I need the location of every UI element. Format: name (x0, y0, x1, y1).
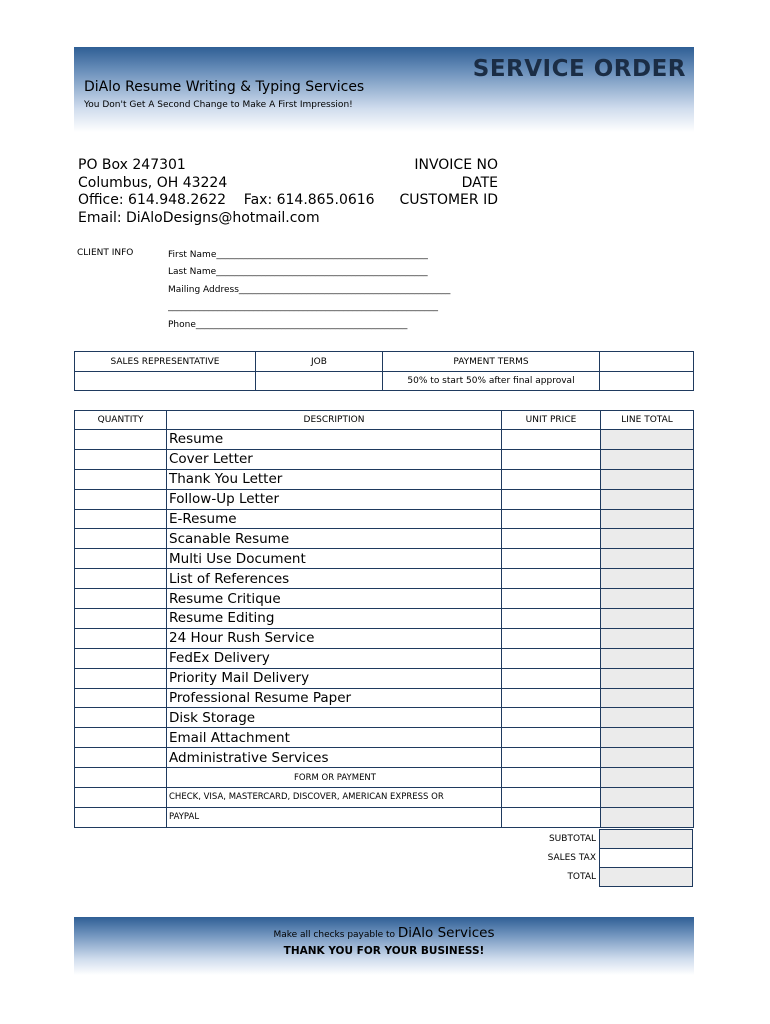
table-row (75, 728, 694, 748)
quantity-cell[interactable] (75, 509, 167, 529)
unit-price-cell[interactable] (502, 807, 601, 827)
item-description: Email Attachment (167, 728, 502, 748)
unit-price-cell[interactable] (502, 668, 601, 688)
line-total-cell[interactable] (601, 589, 694, 609)
checks-payable-note (74, 925, 694, 941)
items-table (74, 410, 694, 828)
quantity-cell[interactable] (75, 549, 167, 569)
mailing-address-line2-field[interactable]: ____________________________________________________________ (168, 302, 438, 312)
unit-price-cell[interactable] (502, 748, 601, 768)
line-total-cell[interactable] (601, 648, 694, 668)
invoice-no-label: INVOICE NO (414, 157, 498, 173)
sales-rep-cell[interactable] (75, 372, 256, 391)
description-header: DESCRIPTION (167, 411, 502, 430)
table-row (75, 489, 694, 509)
table-row (75, 628, 694, 648)
address-line: PO Box 247301 (78, 157, 186, 173)
item-description: FedEx Delivery (167, 648, 502, 668)
line-total-cell[interactable] (601, 688, 694, 708)
unit-price-cell[interactable] (502, 449, 601, 469)
unit-price-cell[interactable] (502, 509, 601, 529)
totals-table (501, 829, 693, 887)
payee-name: DiAlo Services (397, 925, 495, 941)
table-row (75, 768, 694, 788)
customer-id-label: CUSTOMER ID (399, 192, 498, 209)
quantity-cell[interactable] (75, 648, 167, 668)
item-description: Scanable Resume (167, 529, 502, 549)
unit-price-cell[interactable] (502, 788, 601, 808)
unit-price-cell[interactable] (502, 589, 601, 609)
terms-table (74, 351, 694, 391)
table-row (75, 589, 694, 609)
unit-price-cell[interactable] (502, 768, 601, 788)
item-description: Resume Editing (167, 609, 502, 629)
address-line: Office: 614.948.2622 Fax: 614.865.0616 (78, 192, 375, 209)
job-cell[interactable] (256, 372, 383, 391)
unit-price-cell[interactable] (502, 549, 601, 569)
quantity-cell[interactable] (75, 489, 167, 509)
line-total-cell[interactable] (601, 807, 694, 827)
table-row (75, 529, 694, 549)
date-label: DATE (461, 174, 498, 191)
line-total-cell[interactable] (601, 449, 694, 469)
payment-terms-value: 50% to start 50% after final approval (383, 372, 600, 391)
table-row (75, 807, 694, 827)
subtotal-label: SUBTOTAL (548, 834, 596, 844)
table-row (75, 609, 694, 629)
total-cell[interactable] (600, 868, 693, 887)
table-row (75, 688, 694, 708)
payment-methods-text: CHECK, VISA, MASTERCARD, DISCOVER, AMERICAN EXPRESS OR (167, 788, 502, 808)
quantity-cell[interactable] (75, 589, 167, 609)
table-row (75, 469, 694, 489)
total-label: TOTAL (567, 872, 596, 882)
sales-tax-cell[interactable] (600, 849, 693, 868)
item-description: Professional Resume Paper (167, 688, 502, 708)
line-total-cell[interactable] (601, 768, 694, 788)
item-description: Follow-Up Letter (167, 489, 502, 509)
item-description: Priority Mail Delivery (167, 668, 502, 688)
checks-payable-prefix: Make all checks payable to (273, 930, 398, 940)
quantity-cell[interactable] (75, 748, 167, 768)
item-description: Multi Use Document (167, 549, 502, 569)
first-name-field[interactable]: First Name_______________________________________________ (168, 250, 428, 260)
mailing-address-field[interactable]: Mailing Address_______________________________________________ (168, 285, 451, 295)
unit-price-cell[interactable] (502, 529, 601, 549)
form-of-payment-label: FORM OR PAYMENT (167, 768, 502, 788)
unit-price-cell[interactable] (502, 489, 601, 509)
unit-price-cell[interactable] (502, 728, 601, 748)
terms-empty-cell[interactable] (600, 352, 694, 372)
table-row (75, 569, 694, 589)
item-description: 24 Hour Rush Service (167, 628, 502, 648)
line-total-cell[interactable] (601, 609, 694, 629)
quantity-cell[interactable] (75, 628, 167, 648)
item-description: Administrative Services (167, 748, 502, 768)
sales-rep-header: SALES REPRESENTATIVE (75, 352, 256, 372)
quantity-header: QUANTITY (75, 411, 167, 430)
address-line: Email: DiAloDesigns@hotmail.com (78, 209, 320, 226)
line-total-cell[interactable] (601, 628, 694, 648)
line-total-cell[interactable] (601, 748, 694, 768)
table-row (75, 449, 694, 469)
item-description: Resume (167, 430, 502, 450)
item-description: List of References (167, 569, 502, 589)
company-name: DiAlo Resume Writing & Typing Services (84, 79, 365, 95)
line-total-cell[interactable] (601, 529, 694, 549)
payment-terms-header: PAYMENT TERMS (383, 352, 600, 372)
document-title: SERVICE ORDER (472, 56, 686, 82)
tagline: You Don't Get A Second Change to Make A First Impression! (84, 100, 353, 110)
quantity-cell[interactable] (75, 569, 167, 589)
item-description: Thank You Letter (167, 469, 502, 489)
table-row (75, 509, 694, 529)
unit-price-header: UNIT PRICE (502, 411, 601, 430)
item-description: Disk Storage (167, 708, 502, 728)
address-line: Columbus, OH 43224 (78, 174, 228, 191)
company-address (78, 157, 375, 227)
table-row (75, 748, 694, 768)
sales-tax-label: SALES TAX (547, 853, 596, 863)
unit-price-cell[interactable] (502, 469, 601, 489)
quantity-cell[interactable] (75, 529, 167, 549)
quantity-cell[interactable] (75, 449, 167, 469)
quantity-cell[interactable] (75, 788, 167, 808)
line-total-cell[interactable] (601, 469, 694, 489)
unit-price-cell[interactable] (502, 648, 601, 668)
terms-empty-cell[interactable] (600, 372, 694, 391)
last-name-field[interactable]: Last Name_______________________________________________ (168, 267, 428, 277)
quantity-cell[interactable] (75, 728, 167, 748)
quantity-cell[interactable] (75, 469, 167, 489)
table-row (75, 430, 694, 450)
line-total-header: LINE TOTAL (601, 411, 694, 430)
quantity-cell[interactable] (75, 430, 167, 450)
unit-price-cell[interactable] (502, 569, 601, 589)
item-description: Cover Letter (167, 449, 502, 469)
unit-price-cell[interactable] (502, 688, 601, 708)
item-description: Resume Critique (167, 589, 502, 609)
quantity-cell[interactable] (75, 807, 167, 827)
thank-you-message: THANK YOU FOR YOUR BUSINESS! (283, 945, 485, 957)
quantity-cell[interactable] (75, 708, 167, 728)
quantity-cell[interactable] (75, 688, 167, 708)
job-header: JOB (256, 352, 383, 372)
table-row (75, 708, 694, 728)
table-row (75, 668, 694, 688)
phone-field[interactable]: Phone_______________________________________________ (168, 320, 408, 330)
line-total-cell[interactable] (601, 430, 694, 450)
table-row (75, 648, 694, 668)
unit-price-cell[interactable] (502, 708, 601, 728)
line-total-cell[interactable] (601, 708, 694, 728)
unit-price-cell[interactable] (502, 609, 601, 629)
line-total-cell[interactable] (601, 788, 694, 808)
line-total-cell[interactable] (601, 728, 694, 748)
invoice-meta (380, 157, 498, 210)
quantity-cell[interactable] (75, 609, 167, 629)
line-total-cell[interactable] (601, 549, 694, 569)
line-total-cell[interactable] (601, 489, 694, 509)
quantity-cell[interactable] (75, 768, 167, 788)
line-total-cell[interactable] (601, 509, 694, 529)
item-description: E-Resume (167, 509, 502, 529)
unit-price-cell[interactable] (502, 628, 601, 648)
subtotal-cell[interactable] (600, 830, 693, 849)
table-row (75, 788, 694, 808)
quantity-cell[interactable] (75, 668, 167, 688)
paypal-text: PAYPAL (167, 807, 502, 827)
line-total-cell[interactable] (601, 569, 694, 589)
table-row (75, 549, 694, 569)
unit-price-cell[interactable] (502, 430, 601, 450)
line-total-cell[interactable] (601, 668, 694, 688)
client-info-label: CLIENT INFO (77, 248, 134, 258)
